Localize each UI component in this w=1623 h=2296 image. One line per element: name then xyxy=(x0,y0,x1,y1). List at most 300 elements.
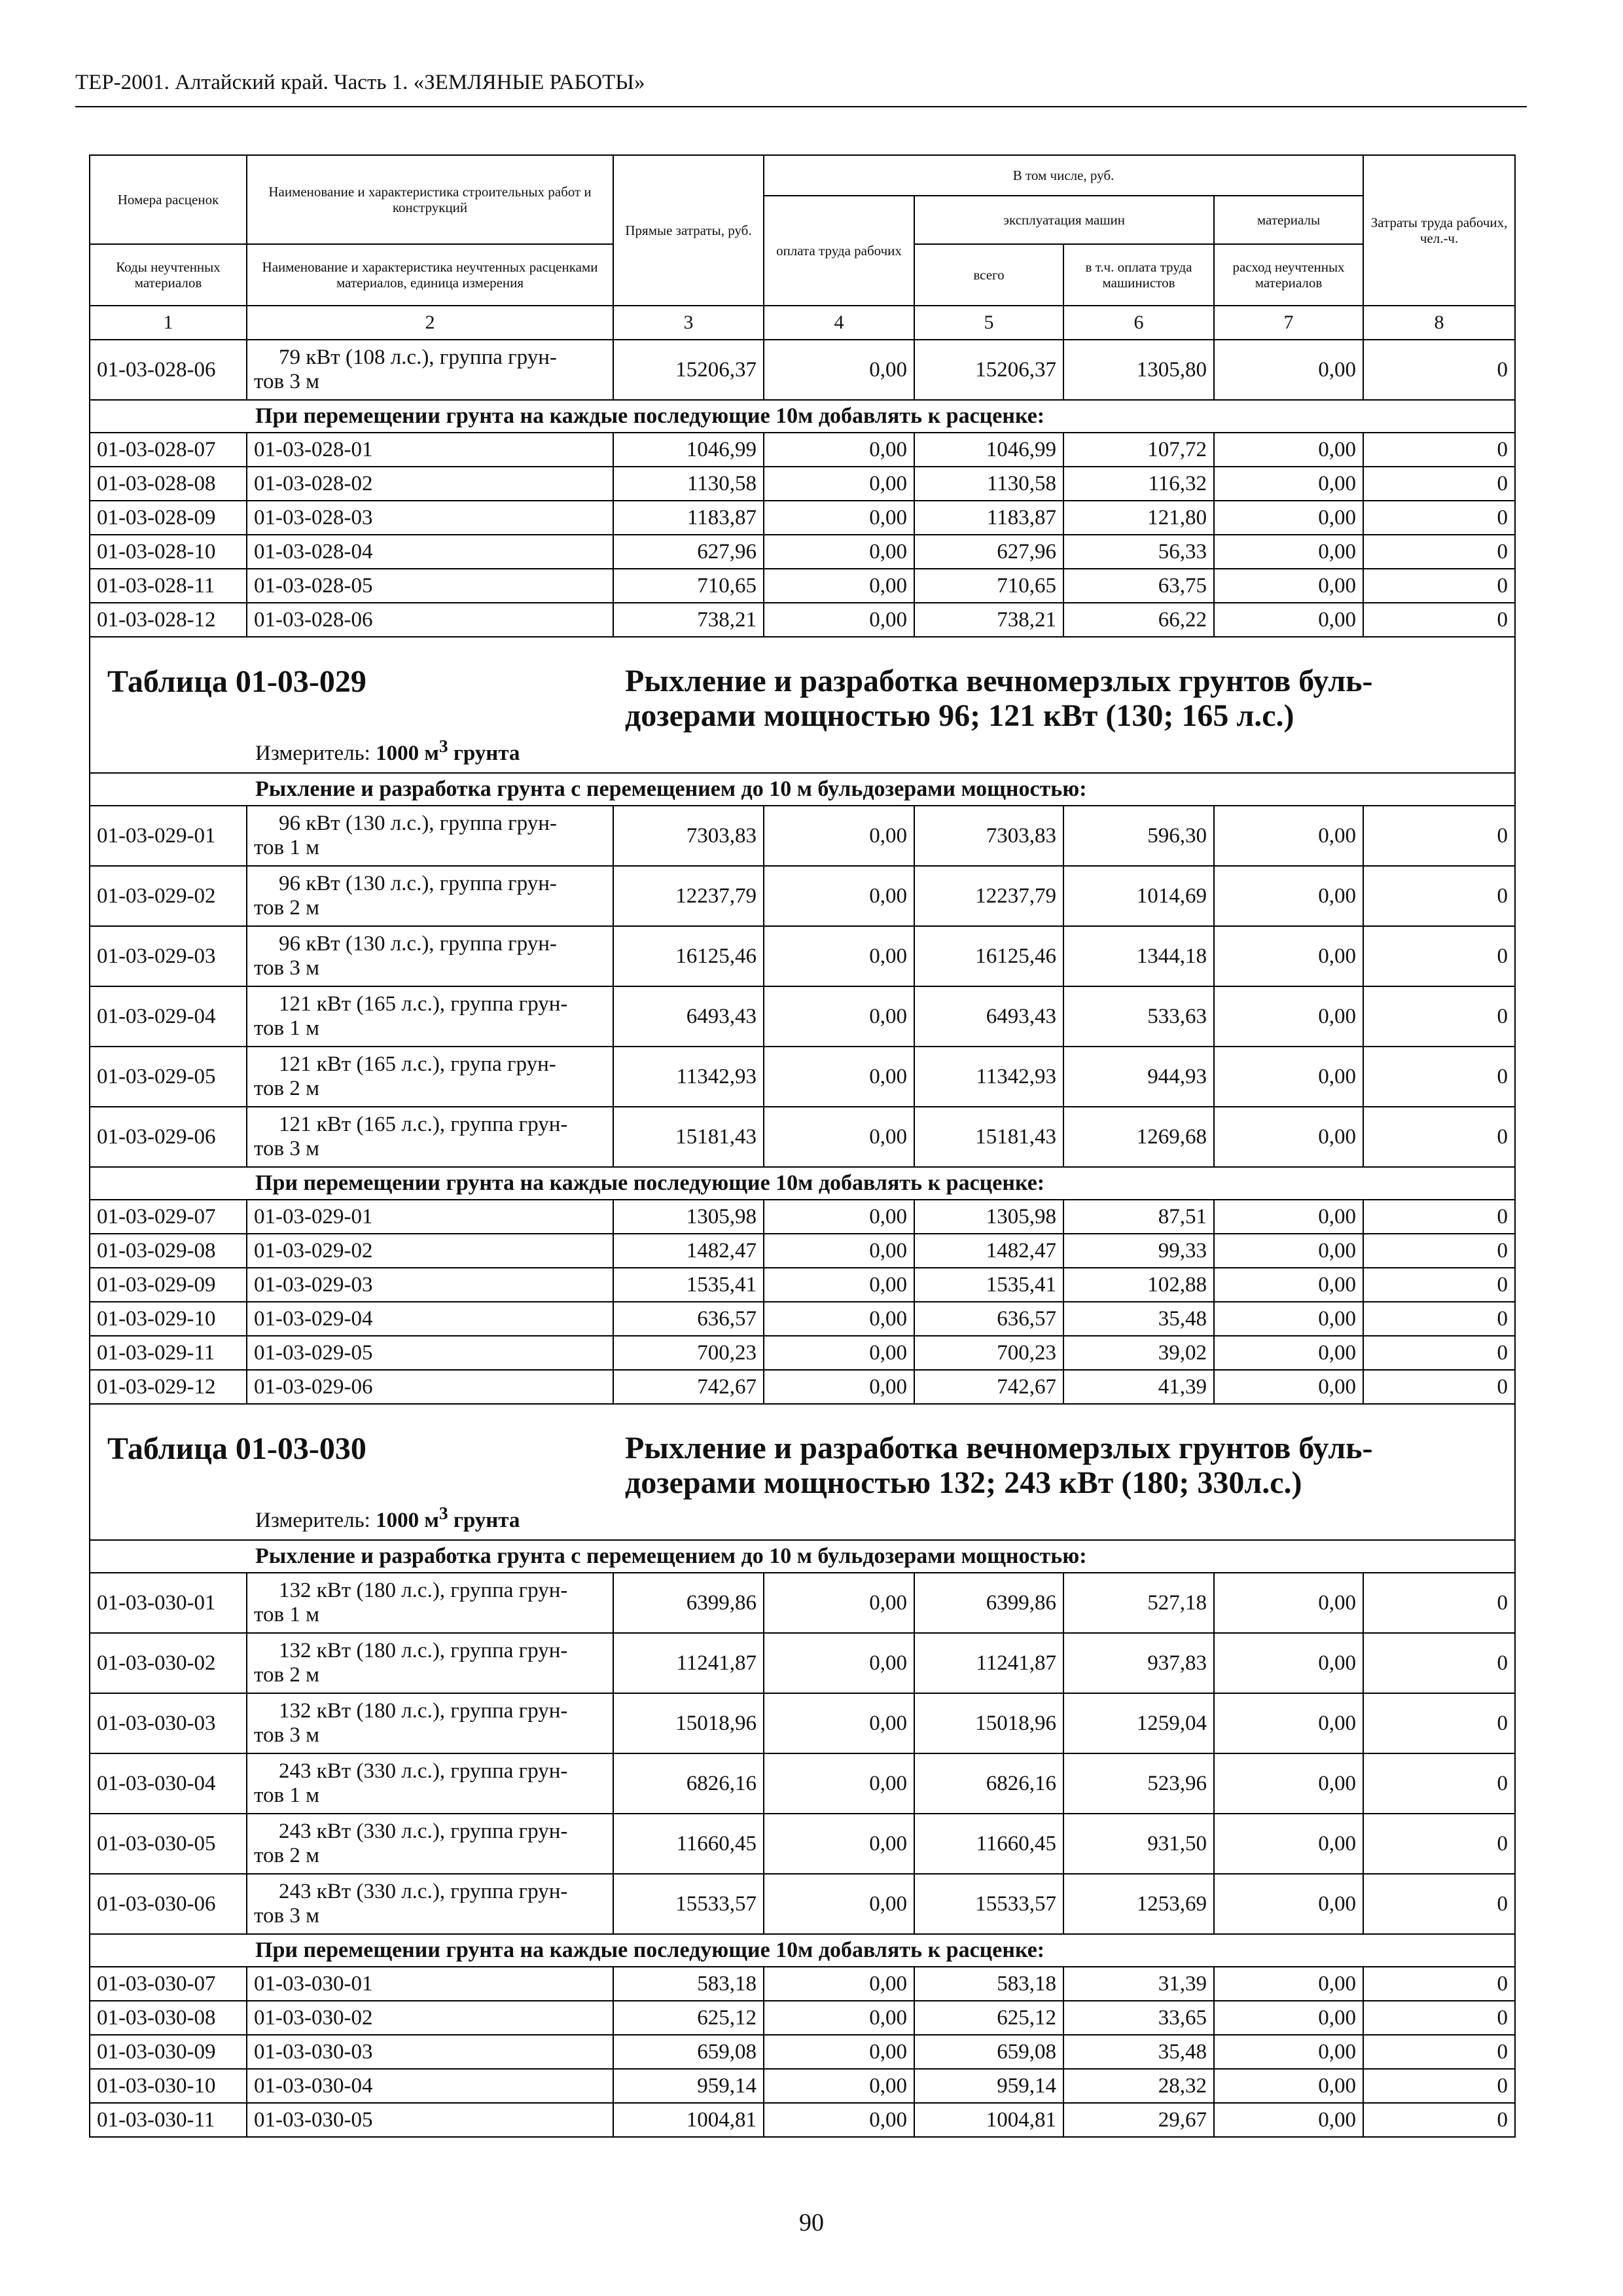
table-row xyxy=(90,1693,1515,1753)
rate-description xyxy=(247,1814,613,1874)
column-number: 3 xyxy=(613,306,764,340)
value-c4: 0,00 xyxy=(764,1107,914,1167)
reference-code: 01-03-030-01 xyxy=(247,1967,613,2001)
value-c7: 0,00 xyxy=(1214,501,1363,535)
value-c5: 627,96 xyxy=(914,535,1063,569)
value-c6: 63,75 xyxy=(1063,569,1214,603)
rate-description xyxy=(247,926,613,986)
column-number: 4 xyxy=(764,306,914,340)
value-c5: 11342,93 xyxy=(914,1047,1063,1107)
rate-code: 01-03-030-01 xyxy=(90,1573,247,1633)
value-c3: 742,67 xyxy=(613,1370,764,1404)
value-c6: 99,33 xyxy=(1063,1234,1214,1268)
rate-code: 01-03-030-10 xyxy=(90,2069,247,2103)
value-c6: 944,93 xyxy=(1063,1047,1214,1107)
rate-code: 01-03-028-06 xyxy=(90,340,247,400)
description-line: тов 2 м xyxy=(254,1077,319,1100)
value-c6: 1269,68 xyxy=(1063,1107,1214,1167)
table-row xyxy=(90,926,1515,986)
value-c3: 11660,45 xyxy=(613,1814,764,1874)
value-c6: 931,50 xyxy=(1063,1814,1214,1874)
value-c4: 0,00 xyxy=(764,2069,914,2103)
value-c7: 0,00 xyxy=(1214,1814,1363,1874)
reference-code: 01-03-029-06 xyxy=(247,1370,613,1404)
rate-code: 01-03-029-07 xyxy=(90,1200,247,1234)
group-header: В том числе, руб. xyxy=(764,155,1363,196)
value-c5: 742,67 xyxy=(914,1370,1063,1404)
description-line: тов 2 м xyxy=(254,1844,319,1867)
table-row xyxy=(90,1967,1515,2001)
value-c4: 0,00 xyxy=(764,2103,914,2137)
machines-header: эксплуатация машин xyxy=(914,196,1214,244)
description-line: 121 кВт (165 л.с.), група грун- xyxy=(279,1052,556,1076)
description-line: 243 кВт (330 л.с.), группа грун- xyxy=(279,1820,568,1843)
measure-value xyxy=(376,1503,520,1532)
rate-description xyxy=(247,866,613,926)
rate-code: 01-03-030-03 xyxy=(90,1693,247,1753)
reference-code: 01-03-028-03 xyxy=(247,501,613,535)
reference-code: 01-03-028-04 xyxy=(247,535,613,569)
rate-code: 01-03-029-12 xyxy=(90,1370,247,1404)
value-c8: 0 xyxy=(1363,2001,1515,2035)
description-line: тов 2 м xyxy=(254,1663,319,1687)
value-c6: 596,30 xyxy=(1063,806,1214,866)
column-numbers-row xyxy=(90,306,1515,340)
value-c6: 56,33 xyxy=(1063,535,1214,569)
value-c3: 583,18 xyxy=(613,1967,764,2001)
rate-description xyxy=(247,1107,613,1167)
value-c4: 0,00 xyxy=(764,1336,914,1370)
table-row xyxy=(90,1573,1515,1633)
description-line: тов 1 м xyxy=(254,1016,319,1040)
rate-code: 01-03-030-02 xyxy=(90,1633,247,1693)
value-c5: 7303,83 xyxy=(914,806,1063,866)
value-c8: 0 xyxy=(1363,1633,1515,1693)
value-c6: 107,72 xyxy=(1063,433,1214,467)
measure-value xyxy=(376,736,520,765)
value-c6: 102,88 xyxy=(1063,1268,1214,1302)
table-title: Рыхление и разработка вечномерзлых грунтов буль-дозерами мощностью 132; 243 кВт (180; 330л.с.) xyxy=(625,1431,1373,1500)
table-row xyxy=(90,1047,1515,1107)
value-c5: 636,57 xyxy=(914,1302,1063,1336)
price-table xyxy=(89,154,1516,2138)
value-c7: 0,00 xyxy=(1214,806,1363,866)
col3-header: Прямые затраты, руб. xyxy=(613,155,764,306)
value-c6: 87,51 xyxy=(1063,1200,1214,1234)
value-c6: 121,80 xyxy=(1063,501,1214,535)
value-c4: 0,00 xyxy=(764,535,914,569)
rate-description xyxy=(247,340,613,400)
section-note-row xyxy=(90,773,1515,806)
table-title-row xyxy=(90,637,1515,773)
value-c6: 31,39 xyxy=(1063,1967,1214,2001)
value-c3: 6399,86 xyxy=(613,1573,764,1633)
value-c8: 0 xyxy=(1363,1047,1515,1107)
value-c4: 0,00 xyxy=(764,926,914,986)
value-c6: 35,48 xyxy=(1063,1302,1214,1336)
value-c6: 533,63 xyxy=(1063,986,1214,1047)
value-c7: 0,00 xyxy=(1214,1370,1363,1404)
description-line: тов 3 м xyxy=(254,1137,319,1160)
value-c5: 12237,79 xyxy=(914,866,1063,926)
table-row xyxy=(90,603,1515,637)
col1-bottom-header: Коды неучтенных материалов xyxy=(90,244,247,306)
rate-description xyxy=(247,1573,613,1633)
value-c3: 700,23 xyxy=(613,1336,764,1370)
table-row xyxy=(90,1633,1515,1693)
value-c7: 0,00 xyxy=(1214,926,1363,986)
table-row xyxy=(90,2001,1515,2035)
table-row xyxy=(90,986,1515,1047)
value-c5: 1130,58 xyxy=(914,467,1063,501)
description-line: 132 кВт (180 л.с.), группа грун- xyxy=(279,1639,568,1662)
table-row xyxy=(90,535,1515,569)
description-line: 243 кВт (330 л.с.), группа грун- xyxy=(279,1759,568,1783)
table-row xyxy=(90,1753,1515,1814)
table-title-cell xyxy=(90,1404,1515,1540)
reference-code: 01-03-030-03 xyxy=(247,2035,613,2069)
table-row xyxy=(90,569,1515,603)
table-row xyxy=(90,1874,1515,1934)
reference-code: 01-03-028-05 xyxy=(247,569,613,603)
reference-code: 01-03-028-01 xyxy=(247,433,613,467)
value-c7: 0,00 xyxy=(1214,1336,1363,1370)
value-c7: 0,00 xyxy=(1214,866,1363,926)
value-c5: 738,21 xyxy=(914,603,1063,637)
rate-code: 01-03-029-05 xyxy=(90,1047,247,1107)
rate-code: 01-03-028-08 xyxy=(90,467,247,501)
value-c6: 1259,04 xyxy=(1063,1693,1214,1753)
table-row xyxy=(90,340,1515,400)
description-line: 96 кВт (130 л.с.), группа грун- xyxy=(279,932,557,956)
value-c7: 0,00 xyxy=(1214,986,1363,1047)
value-c3: 1482,47 xyxy=(613,1234,764,1268)
section-note-row xyxy=(90,400,1515,433)
value-c8: 0 xyxy=(1363,1302,1515,1336)
value-c3: 627,96 xyxy=(613,535,764,569)
value-c6: 523,96 xyxy=(1063,1753,1214,1814)
value-c4: 0,00 xyxy=(764,866,914,926)
rate-code: 01-03-028-10 xyxy=(90,535,247,569)
value-c8: 0 xyxy=(1363,467,1515,501)
reference-code: 01-03-029-04 xyxy=(247,1302,613,1336)
reference-code: 01-03-028-02 xyxy=(247,467,613,501)
value-c4: 0,00 xyxy=(764,467,914,501)
value-c4: 0,00 xyxy=(764,1370,914,1404)
table-row xyxy=(90,1814,1515,1874)
description-line: тов 3 м xyxy=(254,956,319,980)
value-c5: 11241,87 xyxy=(914,1633,1063,1693)
column-number: 2 xyxy=(247,306,613,340)
col2-top-header: Наименование и характеристика строительных работ и конструкций xyxy=(247,155,613,244)
table-row xyxy=(90,433,1515,467)
value-c5: 1535,41 xyxy=(914,1268,1063,1302)
rate-code: 01-03-029-04 xyxy=(90,986,247,1047)
description-line: 79 кВт (108 л.с.), группа грун- xyxy=(279,346,557,369)
value-c3: 6493,43 xyxy=(613,986,764,1047)
measure-amount: 1000 м xyxy=(376,1509,439,1532)
rate-code: 01-03-029-10 xyxy=(90,1302,247,1336)
description-line: 132 кВт (180 л.с.), группа грун- xyxy=(279,1579,568,1602)
value-c6: 527,18 xyxy=(1063,1573,1214,1633)
value-c8: 0 xyxy=(1363,926,1515,986)
value-c6: 1344,18 xyxy=(1063,926,1214,986)
description-line: тов 3 м xyxy=(254,1904,319,1928)
rate-code: 01-03-028-12 xyxy=(90,603,247,637)
section-note: При перемещении грунта на каждые последующие 10м добавлять к расценке: xyxy=(90,400,1515,433)
value-c3: 11342,93 xyxy=(613,1047,764,1107)
description-line: тов 1 м xyxy=(254,1603,319,1626)
value-c6: 29,67 xyxy=(1063,2103,1214,2137)
table-title: Рыхление и разработка вечномерзлых грунтов буль-дозерами мощностью 96; 121 кВт (130; 165 л.с.) xyxy=(625,664,1373,733)
value-c8: 0 xyxy=(1363,1370,1515,1404)
table-row xyxy=(90,2069,1515,2103)
value-c7: 0,00 xyxy=(1214,1874,1363,1934)
value-c7: 0,00 xyxy=(1214,2103,1363,2137)
rate-description xyxy=(247,986,613,1047)
value-c6: 39,02 xyxy=(1063,1336,1214,1370)
measure-label: Измеритель: xyxy=(255,1509,370,1532)
value-c8: 0 xyxy=(1363,1107,1515,1167)
value-c8: 0 xyxy=(1363,433,1515,467)
value-c5: 1183,87 xyxy=(914,501,1063,535)
table-title-cell xyxy=(90,637,1515,773)
description-line: 132 кВт (180 л.с.), группа грун- xyxy=(279,1699,568,1723)
section-note: Рыхление и разработка грунта с перемещением до 10 м бульдозерами мощностью: xyxy=(90,773,1515,806)
value-c8: 0 xyxy=(1363,501,1515,535)
value-c3: 6826,16 xyxy=(613,1753,764,1814)
value-c4: 0,00 xyxy=(764,1967,914,2001)
rate-description xyxy=(247,1693,613,1753)
value-c5: 1305,98 xyxy=(914,1200,1063,1234)
value-c3: 1305,98 xyxy=(613,1200,764,1234)
value-c3: 1004,81 xyxy=(613,2103,764,2137)
rate-code: 01-03-030-08 xyxy=(90,2001,247,2035)
value-c6: 1014,69 xyxy=(1063,866,1214,926)
reference-code: 01-03-030-02 xyxy=(247,2001,613,2035)
value-c4: 0,00 xyxy=(764,1874,914,1934)
value-c8: 0 xyxy=(1363,340,1515,400)
value-c6: 35,48 xyxy=(1063,2035,1214,2069)
column-number: 6 xyxy=(1063,306,1214,340)
value-c6: 66,22 xyxy=(1063,603,1214,637)
rate-code: 01-03-029-09 xyxy=(90,1268,247,1302)
value-c7: 0,00 xyxy=(1214,569,1363,603)
value-c4: 0,00 xyxy=(764,433,914,467)
value-c5: 15206,37 xyxy=(914,340,1063,400)
description-line: тов 2 м xyxy=(254,896,319,920)
table-row xyxy=(90,806,1515,866)
table-row xyxy=(90,1234,1515,1268)
value-c4: 0,00 xyxy=(764,1268,914,1302)
value-c7: 0,00 xyxy=(1214,1302,1363,1336)
column-number: 8 xyxy=(1363,306,1515,340)
value-c6: 41,39 xyxy=(1063,1370,1214,1404)
value-c7: 0,00 xyxy=(1214,2001,1363,2035)
value-c4: 0,00 xyxy=(764,340,914,400)
reference-code: 01-03-029-05 xyxy=(247,1336,613,1370)
rate-description xyxy=(247,1633,613,1693)
value-c8: 0 xyxy=(1363,569,1515,603)
value-c4: 0,00 xyxy=(764,806,914,866)
value-c8: 0 xyxy=(1363,2035,1515,2069)
value-c5: 6826,16 xyxy=(914,1753,1063,1814)
table-row xyxy=(90,467,1515,501)
reference-code: 01-03-029-02 xyxy=(247,1234,613,1268)
running-header: ТЕР-2001. Алтайский край. Часть 1. «ЗЕМЛЯНЫЕ РАБОТЫ» xyxy=(75,71,645,94)
header-row xyxy=(90,155,1515,196)
value-c7: 0,00 xyxy=(1214,433,1363,467)
value-c3: 15206,37 xyxy=(613,340,764,400)
value-c5: 1046,99 xyxy=(914,433,1063,467)
value-c3: 1130,58 xyxy=(613,467,764,501)
col4-header: оплата труда рабочих xyxy=(764,196,914,306)
value-c4: 0,00 xyxy=(764,2001,914,2035)
value-c5: 659,08 xyxy=(914,2035,1063,2069)
section-note: При перемещении грунта на каждые последующие 10м добавлять к расценке: xyxy=(90,1934,1515,1967)
value-c5: 700,23 xyxy=(914,1336,1063,1370)
description-line: 96 кВт (130 л.с.), группа грун- xyxy=(279,812,557,835)
value-c8: 0 xyxy=(1363,1814,1515,1874)
value-c8: 0 xyxy=(1363,603,1515,637)
value-c5: 959,14 xyxy=(914,2069,1063,2103)
value-c5: 710,65 xyxy=(914,569,1063,603)
value-c8: 0 xyxy=(1363,1268,1515,1302)
rate-code: 01-03-029-06 xyxy=(90,1107,247,1167)
value-c7: 0,00 xyxy=(1214,1573,1363,1633)
description-line: тов 3 м xyxy=(254,1723,319,1747)
value-c7: 0,00 xyxy=(1214,2069,1363,2103)
value-c5: 1482,47 xyxy=(914,1234,1063,1268)
table-row xyxy=(90,2103,1515,2137)
measure-superscript: 3 xyxy=(438,1503,448,1523)
table-row xyxy=(90,1336,1515,1370)
table-measure xyxy=(255,736,520,766)
value-c4: 0,00 xyxy=(764,501,914,535)
value-c4: 0,00 xyxy=(764,569,914,603)
value-c3: 659,08 xyxy=(613,2035,764,2069)
value-c3: 7303,83 xyxy=(613,806,764,866)
value-c3: 959,14 xyxy=(613,2069,764,2103)
rate-code: 01-03-030-06 xyxy=(90,1874,247,1934)
value-c6: 28,32 xyxy=(1063,2069,1214,2103)
value-c5: 1004,81 xyxy=(914,2103,1063,2137)
value-c4: 0,00 xyxy=(764,1234,914,1268)
rate-code: 01-03-030-04 xyxy=(90,1753,247,1814)
value-c8: 0 xyxy=(1363,1573,1515,1633)
value-c7: 0,00 xyxy=(1214,603,1363,637)
table-label: Таблица 01-03-029 xyxy=(107,664,366,699)
reference-code: 01-03-030-05 xyxy=(247,2103,613,2137)
description-line: тов 3 м xyxy=(254,370,319,393)
value-c3: 15181,43 xyxy=(613,1107,764,1167)
rate-description xyxy=(247,1753,613,1814)
section-note: При перемещении грунта на каждые последующие 10м добавлять к расценке: xyxy=(90,1167,1515,1200)
rate-code: 01-03-030-09 xyxy=(90,2035,247,2069)
value-c8: 0 xyxy=(1363,2069,1515,2103)
rate-description xyxy=(247,1047,613,1107)
table-title-row xyxy=(90,1404,1515,1540)
column-number: 1 xyxy=(90,306,247,340)
value-c4: 0,00 xyxy=(764,986,914,1047)
page-number: 90 xyxy=(799,2209,824,2236)
col7-header: расход неучтенных материалов xyxy=(1214,244,1363,306)
rate-code: 01-03-029-11 xyxy=(90,1336,247,1370)
section-note-row xyxy=(90,1167,1515,1200)
value-c4: 0,00 xyxy=(764,2035,914,2069)
section-note-row xyxy=(90,1934,1515,1967)
value-c4: 0,00 xyxy=(764,1573,914,1633)
rate-description xyxy=(247,1874,613,1934)
value-c5: 6493,43 xyxy=(914,986,1063,1047)
table-row xyxy=(90,866,1515,926)
table-measure xyxy=(255,1503,520,1533)
col2-bottom-header: Наименование и характеристика неучтенных расценками материалов, единица измерения xyxy=(247,244,613,306)
value-c7: 0,00 xyxy=(1214,1200,1363,1234)
value-c4: 0,00 xyxy=(764,1302,914,1336)
col8-header: Затраты труда рабочих, чел.-ч. xyxy=(1363,155,1515,306)
description-line: 121 кВт (165 л.с.), группа грун- xyxy=(279,1113,568,1136)
value-c4: 0,00 xyxy=(764,1753,914,1814)
value-c3: 625,12 xyxy=(613,2001,764,2035)
rate-code: 01-03-030-07 xyxy=(90,1967,247,2001)
value-c6: 116,32 xyxy=(1063,467,1214,501)
rate-code: 01-03-028-09 xyxy=(90,501,247,535)
value-c8: 0 xyxy=(1363,986,1515,1047)
value-c8: 0 xyxy=(1363,866,1515,926)
rate-code: 01-03-030-05 xyxy=(90,1814,247,1874)
value-c5: 583,18 xyxy=(914,1967,1063,2001)
value-c3: 1046,99 xyxy=(613,433,764,467)
table-row xyxy=(90,1302,1515,1336)
value-c7: 0,00 xyxy=(1214,1753,1363,1814)
value-c7: 0,00 xyxy=(1214,467,1363,501)
description-line: 243 кВт (330 л.с.), группа грун- xyxy=(279,1880,568,1903)
value-c4: 0,00 xyxy=(764,603,914,637)
value-c7: 0,00 xyxy=(1214,1107,1363,1167)
value-c3: 1535,41 xyxy=(613,1268,764,1302)
value-c8: 0 xyxy=(1363,1967,1515,2001)
description-line: тов 1 м xyxy=(254,1784,319,1807)
description-line: 121 кВт (165 л.с.), группа грун- xyxy=(279,992,568,1016)
value-c3: 15533,57 xyxy=(613,1874,764,1934)
measure-superscript: 3 xyxy=(438,736,448,756)
value-c5: 11660,45 xyxy=(914,1814,1063,1874)
col1-top-header: Номера расценок xyxy=(90,155,247,244)
value-c7: 0,00 xyxy=(1214,1633,1363,1693)
value-c6: 937,83 xyxy=(1063,1633,1214,1693)
value-c3: 738,21 xyxy=(613,603,764,637)
value-c3: 16125,46 xyxy=(613,926,764,986)
value-c5: 15533,57 xyxy=(914,1874,1063,1934)
col6-header: в т.ч. оплата труда машинистов xyxy=(1063,244,1214,306)
reference-code: 01-03-028-06 xyxy=(247,603,613,637)
value-c4: 0,00 xyxy=(764,1200,914,1234)
measure-unit: грунта xyxy=(453,742,520,765)
value-c5: 15181,43 xyxy=(914,1107,1063,1167)
table-row xyxy=(90,1268,1515,1302)
value-c3: 15018,96 xyxy=(613,1693,764,1753)
value-c7: 0,00 xyxy=(1214,2035,1363,2069)
value-c8: 0 xyxy=(1363,1200,1515,1234)
value-c8: 0 xyxy=(1363,1693,1515,1753)
value-c8: 0 xyxy=(1363,535,1515,569)
value-c5: 16125,46 xyxy=(914,926,1063,986)
value-c6: 33,65 xyxy=(1063,2001,1214,2035)
reference-code: 01-03-030-04 xyxy=(247,2069,613,2103)
table-row xyxy=(90,1107,1515,1167)
value-c8: 0 xyxy=(1363,2103,1515,2137)
